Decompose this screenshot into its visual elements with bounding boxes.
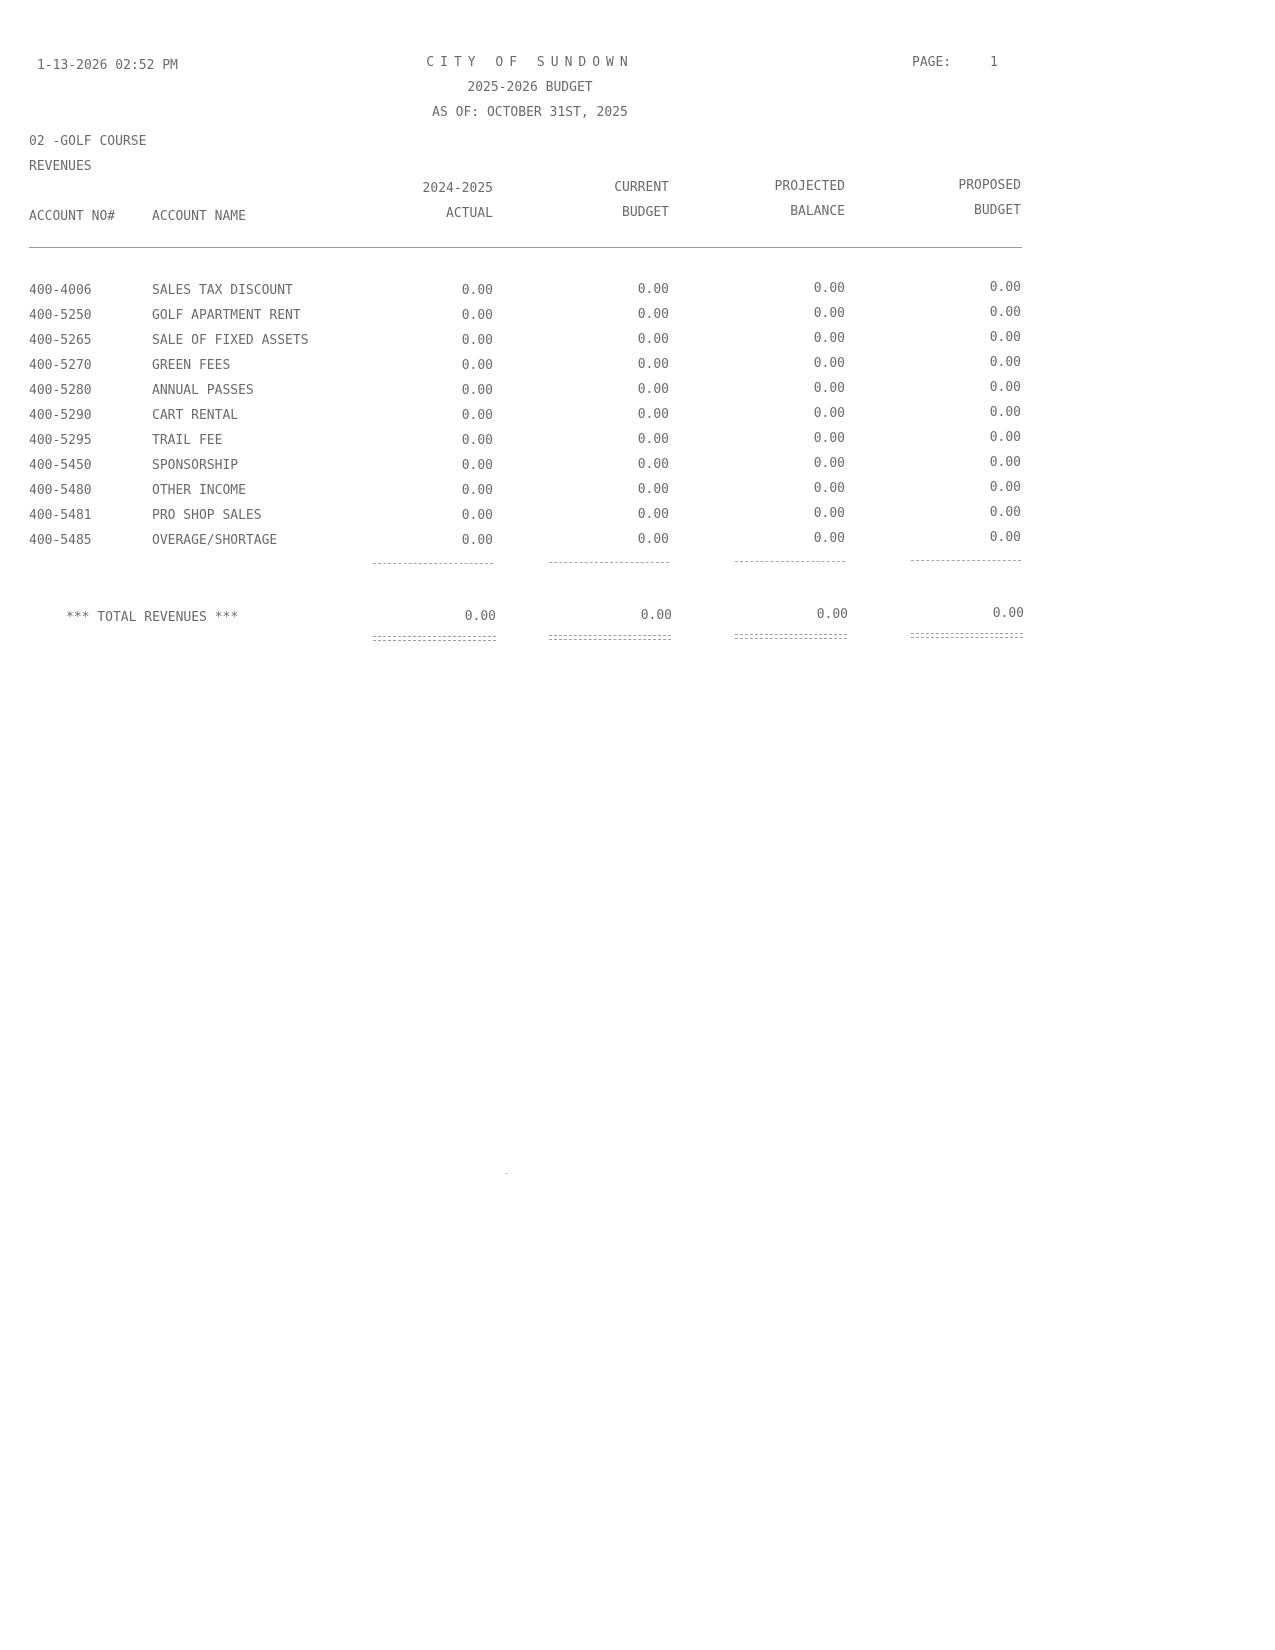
account-name: GOLF APARTMENT RENT	[152, 308, 301, 323]
proposed-value: 0.00	[989, 355, 1021, 370]
account-number: 400-5265	[29, 333, 92, 348]
page-number: 1	[990, 55, 998, 70]
current-value: 0.00	[637, 457, 669, 472]
actual-value: 0.00	[461, 508, 493, 523]
projected-value: 0.00	[813, 456, 845, 471]
total-projected: 0.00	[816, 607, 848, 622]
current-value: 0.00	[637, 307, 669, 322]
account-name: CART RENTAL	[152, 408, 239, 423]
col-header-actual: ACTUAL	[446, 206, 493, 221]
projected-value: 0.00	[813, 506, 845, 521]
scan-speck	[505, 1173, 508, 1174]
actual-value: 0.00	[461, 533, 493, 548]
col-header-projected: PROJECTED	[774, 179, 845, 194]
subtotal-rule-actual	[373, 563, 493, 564]
run-datetime: 1-13-2026 02:52 PM	[37, 58, 178, 73]
total-revenues-label: *** TOTAL REVENUES ***	[66, 610, 239, 625]
proposed-value: 0.00	[989, 480, 1021, 495]
account-name: OTHER INCOME	[152, 483, 246, 498]
proposed-value: 0.00	[989, 380, 1021, 395]
account-number: 400-5280	[29, 383, 92, 398]
col-header-projected-balance: BALANCE	[790, 204, 845, 219]
proposed-value: 0.00	[989, 280, 1021, 295]
account-number: 400-5450	[29, 458, 92, 473]
account-name: ANNUAL PASSES	[152, 383, 254, 398]
proposed-value: 0.00	[989, 430, 1021, 445]
account-number: 400-5290	[29, 408, 92, 423]
current-value: 0.00	[637, 357, 669, 372]
projected-value: 0.00	[813, 531, 845, 546]
current-value: 0.00	[637, 432, 669, 447]
total-actual: 0.00	[464, 609, 496, 624]
actual-value: 0.00	[461, 283, 493, 298]
col-header-account-no: ACCOUNT NO#	[29, 209, 116, 224]
subtotal-rule-proposed	[911, 560, 1021, 561]
section-category: REVENUES	[29, 159, 92, 174]
actual-value: 0.00	[461, 333, 493, 348]
account-name: TRAIL FEE	[152, 433, 223, 448]
actual-value: 0.00	[461, 458, 493, 473]
current-value: 0.00	[637, 482, 669, 497]
proposed-value: 0.00	[989, 455, 1021, 470]
account-number: 400-4006	[29, 283, 92, 298]
current-value: 0.00	[637, 332, 669, 347]
projected-value: 0.00	[813, 431, 845, 446]
page-label: PAGE:	[912, 55, 952, 70]
col-header-actual-year: 2024-2025	[422, 181, 493, 196]
total-double-rule-proposed	[911, 633, 1023, 638]
col-header-current-budget: BUDGET	[622, 205, 669, 220]
account-number: 400-5481	[29, 508, 92, 523]
total-double-rule-projected	[735, 634, 847, 639]
account-name: OVERAGE/SHORTAGE	[152, 533, 278, 548]
actual-value: 0.00	[461, 433, 493, 448]
projected-value: 0.00	[813, 306, 845, 321]
account-name: SPONSORSHIP	[152, 458, 239, 473]
total-proposed: 0.00	[992, 606, 1024, 621]
account-name: SALES TAX DISCOUNT	[152, 283, 293, 298]
actual-value: 0.00	[461, 408, 493, 423]
account-number: 400-5485	[29, 533, 92, 548]
actual-value: 0.00	[461, 308, 493, 323]
projected-value: 0.00	[813, 381, 845, 396]
proposed-value: 0.00	[989, 330, 1021, 345]
header-rule	[29, 247, 1022, 248]
projected-value: 0.00	[813, 281, 845, 296]
proposed-value: 0.00	[989, 505, 1021, 520]
subtotal-rule-current	[549, 562, 669, 563]
proposed-value: 0.00	[989, 530, 1021, 545]
account-name: PRO SHOP SALES	[152, 508, 262, 523]
actual-value: 0.00	[461, 358, 493, 373]
projected-value: 0.00	[813, 481, 845, 496]
account-number: 400-5480	[29, 483, 92, 498]
current-value: 0.00	[637, 532, 669, 547]
total-current: 0.00	[640, 608, 672, 623]
budget-title: 2025-2026 BUDGET	[467, 80, 593, 95]
total-double-rule-actual	[373, 636, 496, 641]
col-header-account-name: ACCOUNT NAME	[152, 209, 246, 224]
current-value: 0.00	[637, 407, 669, 422]
account-name: GREEN FEES	[152, 358, 231, 373]
account-number: 400-5295	[29, 433, 92, 448]
proposed-value: 0.00	[989, 305, 1021, 320]
col-header-proposed: PROPOSED	[958, 178, 1021, 193]
projected-value: 0.00	[813, 331, 845, 346]
account-name: SALE OF FIXED ASSETS	[152, 333, 309, 348]
account-number: 400-5250	[29, 308, 92, 323]
projected-value: 0.00	[813, 406, 845, 421]
projected-value: 0.00	[813, 356, 845, 371]
current-value: 0.00	[637, 382, 669, 397]
current-value: 0.00	[637, 507, 669, 522]
proposed-value: 0.00	[989, 405, 1021, 420]
subtotal-rule-projected	[735, 561, 845, 562]
col-header-current: CURRENT	[614, 180, 669, 195]
col-header-proposed-budget: BUDGET	[974, 203, 1021, 218]
as-of-date: AS OF: OCTOBER 31ST, 2025	[432, 105, 628, 120]
actual-value: 0.00	[461, 483, 493, 498]
fund-name: 02 -GOLF COURSE	[29, 134, 147, 149]
city-title: CITY OF SUNDOWN	[426, 55, 634, 70]
actual-value: 0.00	[461, 383, 493, 398]
account-number: 400-5270	[29, 358, 92, 373]
current-value: 0.00	[637, 282, 669, 297]
total-double-rule-current	[549, 635, 671, 640]
